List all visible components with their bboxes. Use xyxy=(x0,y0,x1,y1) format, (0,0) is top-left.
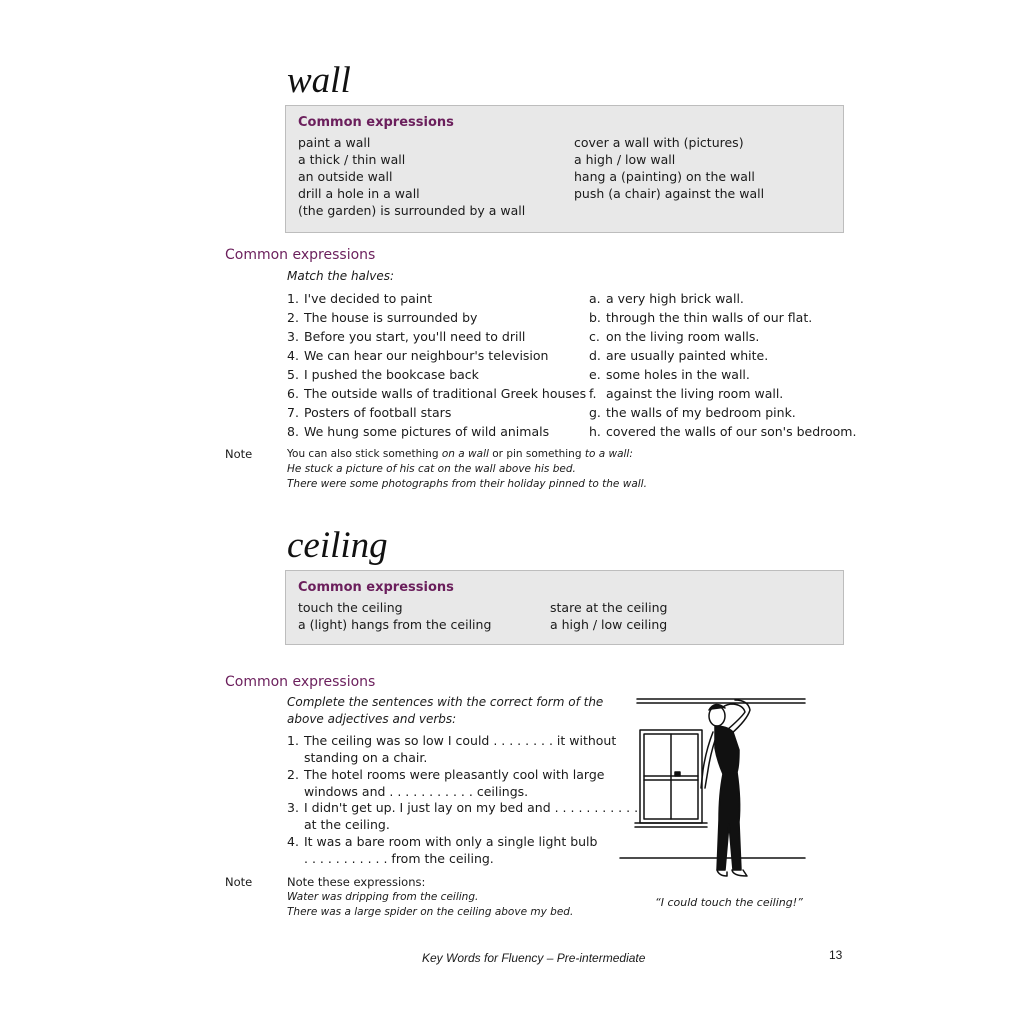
note-example: Water was dripping from the ceiling. xyxy=(287,891,479,903)
note-example: There was a large spider on the ceiling above my bed. xyxy=(287,906,574,918)
man-touching-ceiling-illustration xyxy=(615,690,810,895)
note-intro: You can also stick something on a wall or pin something to a wall: xyxy=(287,448,633,460)
note-example: There were some photographs from their holiday pinned to the wall. xyxy=(287,478,647,490)
footer-book-title: Key Words for Fluency – Pre-intermediate xyxy=(422,951,646,965)
expression: a thick / thin wall xyxy=(298,152,406,167)
ceiling-exercise-heading: Common expressions xyxy=(225,674,376,690)
wall-expressions-right xyxy=(574,134,764,202)
headword-ceiling: ceiling xyxy=(287,525,388,566)
expression: an outside wall xyxy=(298,169,393,184)
instruction-line: above adjectives and verbs: xyxy=(287,712,457,726)
expression: a high / low ceiling xyxy=(550,617,668,632)
ceiling-expressions-left xyxy=(298,599,491,633)
expression: (the garden) is surrounded by a wall xyxy=(298,203,526,218)
match-left-list: 1. I've decided to paint 2. The house is surrounded by 3. Before you start, you'll need to drill 4. We can hear our neighbour's television 5. I pushed the bookcase back 6. The outside walls of traditional Greek houses 7. Posters of football stars 8. We hung some pictures of wild animals xyxy=(287,291,587,439)
expression: a (light) hangs from the ceiling xyxy=(298,617,492,632)
note-intro: Note these expressions: xyxy=(287,875,426,889)
ceiling-expressions-box xyxy=(285,570,844,645)
wall-expressions-box xyxy=(285,105,844,233)
ceiling-note-label: Note xyxy=(225,875,253,889)
box-title: Common expressions xyxy=(298,115,454,130)
expression: hang a (painting) on the wall xyxy=(574,169,755,184)
ceiling-expressions-right xyxy=(550,599,667,633)
expression: drill a hole in a wall xyxy=(298,186,420,201)
expression: cover a wall with (pictures) xyxy=(574,135,744,150)
page-number: 13 xyxy=(829,948,843,962)
expression: push (a chair) against the wall xyxy=(574,186,765,201)
expression: stare at the ceiling xyxy=(550,600,668,615)
expression: paint a wall xyxy=(298,135,371,150)
box-title: Common expressions xyxy=(298,580,454,595)
wall-expressions-left xyxy=(298,134,525,219)
illustration-caption: “I could touch the ceiling!” xyxy=(655,896,803,909)
expression: touch the ceiling xyxy=(298,600,403,615)
wall-note-text xyxy=(287,447,647,492)
ceiling-exercise-instruction xyxy=(287,694,603,728)
match-right-list: a. a very high brick wall. b. through the thin walls of our flat. c. on the living room walls. d. are usually painted white. e. some holes in the wall. f. against the living room wall. g. the walls of my bedroom pink. h. covered the walls of our son's bedroom. xyxy=(589,291,857,439)
headword-wall: wall xyxy=(287,60,351,101)
wall-exercise-heading: Common expressions xyxy=(225,247,376,263)
wall-note-label: Note xyxy=(225,447,253,461)
note-example: He stuck a picture of his cat on the wall above his bed. xyxy=(287,463,576,475)
wall-exercise-instruction: Match the halves: xyxy=(287,269,395,283)
instruction-line: Complete the sentences with the correct form of the xyxy=(287,695,604,709)
expression: a high / low wall xyxy=(574,152,676,167)
ceiling-note-text xyxy=(287,875,573,920)
